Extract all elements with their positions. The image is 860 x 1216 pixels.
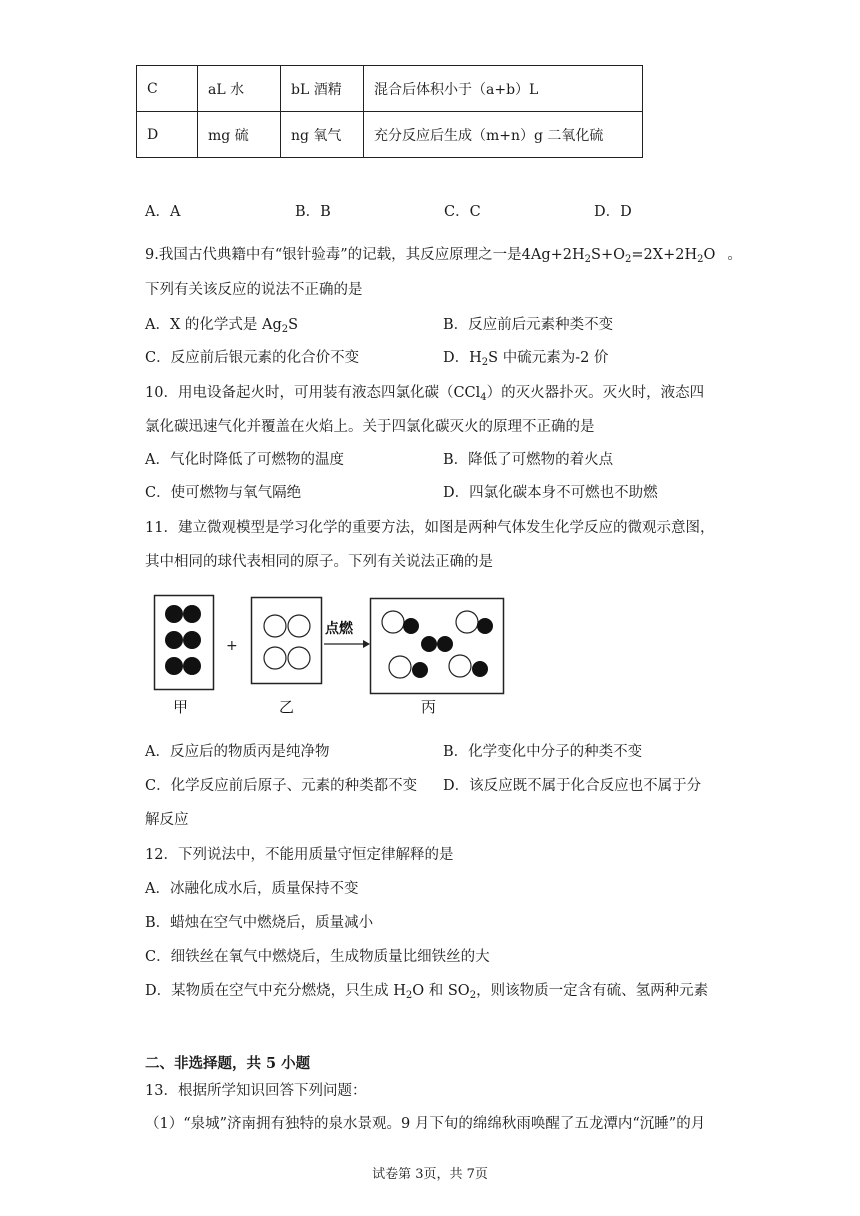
label-jia: 甲 bbox=[173, 698, 189, 716]
table-cell-option: C bbox=[137, 66, 198, 112]
atom-black bbox=[421, 636, 437, 652]
atom-black bbox=[412, 662, 428, 678]
table-cell-b: ng 氧气 bbox=[281, 112, 364, 158]
atom-white bbox=[456, 611, 478, 633]
q8-option-b[interactable]: B．B bbox=[295, 204, 331, 220]
page-footer: 试卷第 3页，共 7页 bbox=[372, 1167, 488, 1182]
atom-white bbox=[382, 611, 404, 633]
atom-white bbox=[389, 656, 411, 678]
q11-option-c[interactable]: C．化学反应前后原子、元素的种类都不变 bbox=[145, 778, 418, 794]
table-cell-option: D bbox=[137, 112, 198, 158]
plus-sign: + bbox=[226, 638, 238, 654]
atom-white bbox=[264, 615, 286, 637]
q10-option-b[interactable]: B．降低了可燃物的着火点 bbox=[443, 452, 614, 468]
q11-option-b[interactable]: B．化学变化中分子的种类不变 bbox=[443, 744, 643, 760]
q10-stem-line2: 氯化碳迅速气化并覆盖在火焰上。关于四氯化碳灭火的原理不正确的是 bbox=[145, 419, 595, 435]
table-row bbox=[137, 66, 643, 112]
q12-option-b[interactable]: B．蜡烛在空气中燃烧后，质量减小 bbox=[145, 915, 374, 931]
q8-option-a[interactable]: A．A bbox=[145, 204, 181, 220]
q12-stem: 12．下列说法中，不能用质量守恒定律解释的是 bbox=[145, 847, 454, 863]
q9-stem-line1: 9.我国古代典籍中有“银针验毒”的记载，其反应原理之一是$4Ag+2H_2S+O_2=2X+2H_2O$ 。 bbox=[145, 247, 742, 265]
atom-black bbox=[183, 657, 201, 675]
q9-option-a[interactable]: A．X 的化学式是 $Ag_2S$ bbox=[145, 317, 299, 335]
q11-option-a[interactable]: A．反应后的物质丙是纯净物 bbox=[145, 744, 330, 760]
q9-equation: $4Ag+2H_2S+O_2=2X+2H_2O$ bbox=[521, 247, 716, 265]
q8-option-d[interactable]: D．D bbox=[594, 204, 632, 220]
q13-part1: （1）“泉城”济南拥有独特的泉水景观。9 月下旬的绵绵秋雨唤醒了五龙潭内“沉睡”的月 bbox=[145, 1116, 706, 1132]
q9-stem-line2: 下列有关该反应的说法不正确的是 bbox=[145, 282, 363, 298]
q10-option-c[interactable]: C．使可燃物与氧气隔绝 bbox=[145, 485, 302, 501]
table-cell-a: mg 硫 bbox=[198, 112, 281, 158]
comparison-table bbox=[136, 65, 643, 158]
label-yi: 乙 bbox=[279, 698, 295, 716]
q10-option-d[interactable]: D．四氯化碳本身不可燃也不助燃 bbox=[443, 485, 658, 501]
q9-option-d[interactable]: D．$H_2S$ 中硫元素为-2 价 bbox=[443, 350, 609, 368]
atom-black bbox=[477, 618, 493, 634]
atom-black bbox=[165, 657, 183, 675]
atom-white bbox=[288, 647, 310, 669]
atom-white bbox=[449, 655, 471, 677]
table-cell-result: 混合后体积小于（a+b）L bbox=[364, 66, 643, 112]
table-row bbox=[137, 112, 643, 158]
table-cell-result: 充分反应后生成（m+n）g 二氧化硫 bbox=[364, 112, 643, 158]
atom-black bbox=[183, 605, 201, 623]
q9-option-c[interactable]: C．反应前后银元素的化合价不变 bbox=[145, 350, 360, 366]
q11-option-d[interactable]: D．该反应既不属于化合反应也不属于分 bbox=[443, 778, 702, 794]
q13-stem: 13．根据所学知识回答下列问题： bbox=[145, 1083, 367, 1099]
q10-stem-line1: 10．用电设备起火时，可用装有液态四氯化碳（CCl$_4$）的灭火器扑灭。灭火时，液态四 bbox=[145, 385, 705, 403]
atom-black bbox=[472, 661, 488, 677]
q8-option-c[interactable]: C．C bbox=[444, 204, 481, 220]
atom-white bbox=[264, 647, 286, 669]
q11-stem-line2: 其中相同的球代表相同的原子。下列有关说法正确的是 bbox=[145, 554, 493, 570]
micro-reaction-diagram bbox=[145, 588, 515, 720]
atom-black bbox=[165, 605, 183, 623]
atom-black bbox=[165, 631, 183, 649]
box-yi bbox=[252, 598, 322, 684]
q12-option-c[interactable]: C．细铁丝在氧气中燃烧后，生成物质量比细铁丝的大 bbox=[145, 949, 490, 965]
atom-black bbox=[403, 618, 419, 634]
table-cell-b: bL 酒精 bbox=[281, 66, 364, 112]
section-title: 二、非选择题，共 5 小题 bbox=[145, 1055, 311, 1072]
q12-option-a[interactable]: A．冰融化成水后，质量保持不变 bbox=[145, 881, 359, 897]
q11-stem-line1: 11．建立微观模型是学习化学的重要方法，如图是两种气体发生化学反应的微观示意图， bbox=[145, 520, 715, 536]
arrow-head bbox=[363, 640, 370, 648]
atom-black bbox=[437, 636, 453, 652]
q10-option-a[interactable]: A．气化时降低了可燃物的温度 bbox=[145, 452, 344, 468]
q11-option-d-cont: 解反应 bbox=[145, 812, 189, 828]
arrow-label: 点燃 bbox=[325, 621, 353, 637]
label-bing: 丙 bbox=[421, 698, 437, 716]
q9-option-b[interactable]: B．反应前后元素种类不变 bbox=[443, 317, 614, 333]
atom-white bbox=[288, 615, 310, 637]
q12-option-d[interactable]: D．某物质在空气中充分燃烧，只生成 $H_2O$ 和 $SO_2$，则该物质一定含有硫、氢两种元素 bbox=[145, 983, 709, 1001]
atom-black bbox=[183, 631, 201, 649]
table-cell-a: aL 水 bbox=[198, 66, 281, 112]
